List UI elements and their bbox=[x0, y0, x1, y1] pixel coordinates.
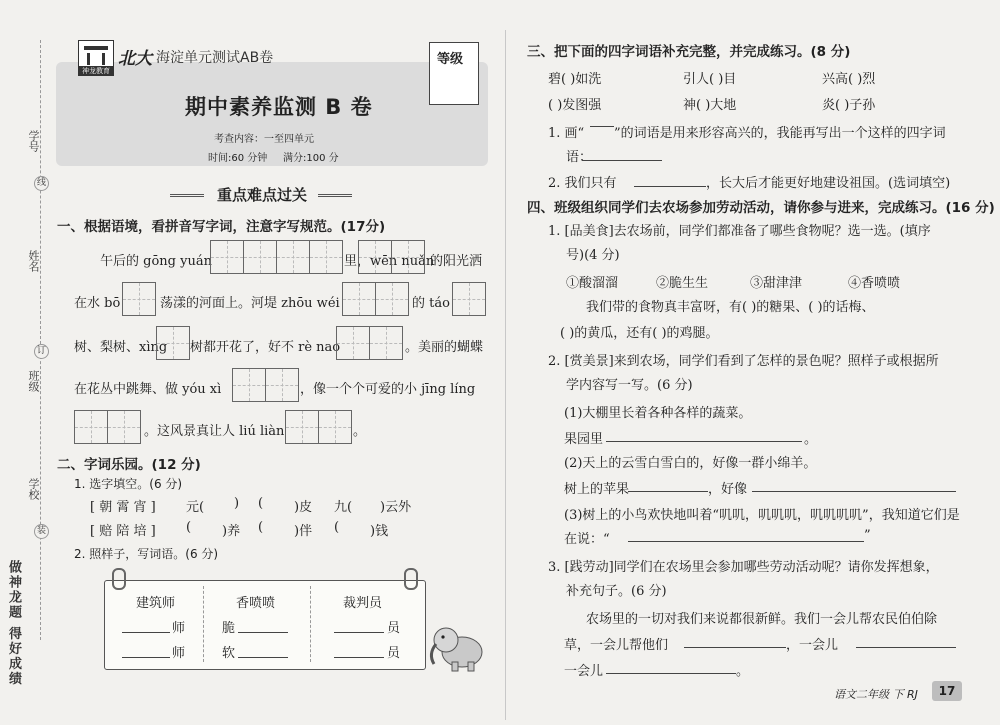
q2-r1-b: ) bbox=[234, 496, 240, 511]
side-label-class: 班级 bbox=[27, 370, 40, 392]
q3-s1-mark bbox=[590, 126, 614, 127]
answer-grid[interactable] bbox=[342, 282, 409, 316]
answer-grid[interactable] bbox=[122, 282, 156, 316]
card-col1-head: 建筑师 bbox=[136, 596, 176, 611]
q2-r1-d: )皮 bbox=[294, 500, 313, 515]
card-col3-w2: 员 bbox=[387, 646, 401, 661]
q4-f2: ( )的黄瓜，还有( )的鸡腿。 bbox=[560, 326, 719, 341]
q2-r2-b: )养 bbox=[222, 524, 241, 539]
exam-time: 时间:60 分钟 bbox=[208, 153, 268, 164]
page-divider bbox=[505, 30, 506, 720]
q4-e2-blank1[interactable] bbox=[628, 491, 708, 492]
brand-sub: 神龙教育 bbox=[78, 66, 114, 76]
q1-l3a: 树、梨树、xìng bbox=[74, 340, 168, 355]
q1-l1a: 午后的 gōng yuán bbox=[100, 254, 212, 269]
card-col2-w1: 脆 bbox=[222, 621, 236, 636]
q4-p3b: 补充句子。(6 分) bbox=[566, 584, 667, 599]
q1-l2c: 的 táo bbox=[412, 296, 450, 311]
cut-mark-3: 装 bbox=[34, 524, 49, 539]
brand-mark: 北大 bbox=[118, 49, 152, 69]
q4-w3b: 。 bbox=[736, 664, 750, 679]
exam-score: 满分:100 分 bbox=[283, 153, 339, 164]
card-ring-left bbox=[112, 568, 126, 590]
q1-l1b: 里，wēn nuǎn bbox=[344, 254, 435, 269]
q3-s2b: ，长大后才能更好地建设祖国。(选词填空) bbox=[706, 176, 951, 191]
q4-f1: 我们带的食物真丰富呀，有( )的糖果、( )的话梅、 bbox=[586, 300, 875, 315]
q2-r2-set: [ 赔 陪 培 ] bbox=[90, 524, 156, 539]
card-divider bbox=[203, 586, 204, 662]
q4-e3-blank[interactable] bbox=[628, 541, 864, 542]
q2-r2-c: ( bbox=[258, 520, 264, 535]
q4-e1: (1)大棚里长着各种各样的蔬菜。 bbox=[564, 406, 752, 421]
page-number: 17 bbox=[932, 681, 962, 701]
card-col3-w1: 员 bbox=[387, 621, 401, 636]
card-col1-w1: 师 bbox=[172, 621, 186, 636]
q2-r2-f: )钱 bbox=[370, 524, 389, 539]
cut-line bbox=[40, 40, 41, 640]
q4-w2: 草，一会儿帮他们 bbox=[564, 638, 669, 653]
q2-heading: 二、字词乐园。(12 分) bbox=[57, 457, 201, 473]
q4-e1c: 。 bbox=[804, 432, 818, 447]
cut-mark-1: 线 bbox=[34, 176, 49, 191]
q1-l5a: 。这风景真让人 liú liàn bbox=[144, 424, 285, 439]
grade-label: 等级 bbox=[437, 52, 464, 67]
grade-field bbox=[429, 70, 479, 105]
q4-p2b: 学内容写一写。(6 分) bbox=[566, 378, 693, 393]
answer-grid[interactable] bbox=[232, 368, 299, 402]
answer-grid[interactable] bbox=[336, 326, 403, 360]
q2-r1-set: [ 朝 霄 宵 ] bbox=[90, 500, 156, 515]
footer-book: 语文二年级 下 RJ bbox=[834, 688, 918, 701]
card-col2-blank1[interactable] bbox=[238, 632, 288, 633]
q4-w1: 农场里的一切对我们来说都很新鲜。我们一会儿帮农民伯伯除 bbox=[586, 612, 938, 627]
q4-p3: 3. [践劳动]同学们在农场里会参加哪些劳动活动呢？请你发挥想象， bbox=[548, 560, 939, 575]
cut-mark-2: 订 bbox=[34, 344, 49, 359]
q3-r1-a: 碧( )如洗 bbox=[548, 72, 602, 87]
q4-w2-blank1[interactable] bbox=[684, 647, 786, 648]
q3-r2-c: 炎( )子孙 bbox=[822, 98, 876, 113]
q3-r1-b: 引人( )目 bbox=[683, 72, 737, 87]
answer-grid[interactable] bbox=[210, 240, 343, 274]
q4-opt2: ②脆生生 bbox=[656, 276, 709, 291]
card-col3-head: 裁判员 bbox=[343, 596, 383, 611]
q4-opt1: ①酸溜溜 bbox=[566, 276, 619, 291]
answer-grid[interactable] bbox=[74, 410, 141, 444]
side-label-name: 姓名 bbox=[27, 250, 40, 272]
page-title: 期中素养监测 B 卷 bbox=[185, 95, 373, 119]
q3-r2-b: 神( )大地 bbox=[683, 98, 737, 113]
q2-r2-e: ( bbox=[334, 520, 340, 535]
q1-l4b: ，像一个个可爱的小 jīng líng bbox=[300, 382, 476, 397]
q3-s1-blank[interactable] bbox=[582, 160, 662, 161]
q4-p2: 2. [赏美景]来到农场，同学们看到了怎样的景色呢？照样子或根据所 bbox=[548, 354, 939, 369]
q4-w3-blank[interactable] bbox=[606, 673, 736, 674]
q3-r2-a: ( )发图强 bbox=[548, 98, 602, 113]
q2-r2-a: ( bbox=[186, 520, 192, 535]
slogan: 做神龙题 得好成绩 bbox=[6, 560, 21, 687]
q1-heading: 一、根据语境，看拼音写字词，注意字写规范。(17分) bbox=[57, 219, 386, 235]
q3-s1c: 语： bbox=[566, 150, 593, 165]
exam-scope: 考查内容：一至四单元 bbox=[214, 134, 314, 145]
card-col1-blank1[interactable] bbox=[122, 632, 170, 633]
banner-rule-left bbox=[170, 194, 204, 197]
card-col2-w2: 软 bbox=[222, 646, 236, 661]
q1-l2a: 在水 bō bbox=[74, 296, 121, 311]
banner-rule-right bbox=[318, 194, 352, 197]
card-col3-blank1[interactable] bbox=[334, 632, 384, 633]
q4-heading: 四、班级组织同学们去农场参加劳动活动，请你参与进来，完成练习。(16 分) bbox=[527, 200, 995, 216]
q4-w2-blank2[interactable] bbox=[856, 647, 956, 648]
card-divider bbox=[310, 586, 311, 662]
q2-r1-c: ( bbox=[258, 496, 264, 511]
series-name: 海淀单元测试AB卷 bbox=[156, 50, 274, 66]
q4-w3: 一会儿 bbox=[564, 664, 604, 679]
answer-grid[interactable] bbox=[156, 326, 190, 360]
side-label-school: 学校 bbox=[27, 478, 40, 500]
card-col2-head: 香喷喷 bbox=[236, 596, 276, 611]
q4-e3: (3)树上的小鸟欢快地叫着“叽叽，叽叽叽，叽叽叽叽”，我知道它们是 bbox=[564, 508, 960, 523]
q4-e3c: ” bbox=[864, 528, 871, 543]
q4-opt3: ③甜津津 bbox=[750, 276, 803, 291]
card-col2-blank2[interactable] bbox=[238, 657, 288, 658]
q4-w2b: ，一会儿 bbox=[786, 638, 839, 653]
q4-opt4: ④香喷喷 bbox=[848, 276, 901, 291]
q2-r1-e: 九( bbox=[334, 500, 353, 515]
q1-l4a: 在花丛中跳舞、做 yóu xì bbox=[74, 382, 222, 397]
q2-s2: 2. 照样子，写词语。(6 分) bbox=[74, 547, 219, 561]
q3-s1a: 1. 画“ bbox=[548, 126, 585, 141]
q4-p1b: 号)(4 分) bbox=[566, 248, 620, 263]
q1-l2b: 荡漾的河面上。河堤 zhōu wéi bbox=[160, 296, 340, 311]
card-ring-right bbox=[404, 568, 418, 590]
q4-p1: 1. [品美食]去农场前，同学们都准备了哪些食物呢？选一选。(填序 bbox=[548, 224, 931, 239]
q3-s2-blank[interactable] bbox=[634, 186, 706, 187]
q3-s2a: 2. 我们只有 bbox=[548, 176, 617, 191]
q2-r1-f: )云外 bbox=[380, 500, 412, 515]
section-banner: 重点难点过关 bbox=[217, 186, 308, 204]
q2-s1: 1. 选字填空。(6 分) bbox=[74, 477, 183, 491]
card-col3-blank2[interactable] bbox=[334, 657, 384, 658]
q4-e2: (2)天上的云雪白雪白的，好像一群小绵羊。 bbox=[564, 456, 817, 471]
q3-s1b: ”的词语是用来形容高兴的，我能再写出一个这样的四字词 bbox=[614, 126, 946, 141]
q4-e2-blank2[interactable] bbox=[752, 491, 956, 492]
answer-grid[interactable] bbox=[358, 240, 425, 274]
card-col1-w2: 师 bbox=[172, 646, 186, 661]
q1-l3b: 树都开花了，好不 rè nao bbox=[190, 340, 341, 355]
q2-r1-a: 元( bbox=[186, 500, 205, 515]
elephant-illustration bbox=[424, 620, 488, 672]
q2-r2-d: )伴 bbox=[294, 524, 313, 539]
q3-r1-c: 兴高( )烈 bbox=[822, 72, 876, 87]
q4-e2c: ，好像 bbox=[708, 482, 748, 497]
q4-e1b: 果园里 bbox=[564, 432, 604, 447]
q4-e1-blank[interactable] bbox=[606, 441, 802, 442]
answer-grid[interactable] bbox=[452, 282, 486, 316]
q4-e2b: 树上的苹果 bbox=[564, 482, 630, 497]
side-label-id: 学号 bbox=[27, 130, 40, 152]
q3-heading: 三、把下面的四字词语补充完整，并完成练习。(8 分) bbox=[527, 44, 851, 60]
answer-grid[interactable] bbox=[285, 410, 352, 444]
q1-l1c: 的阳光洒 bbox=[430, 254, 483, 269]
q4-e3b: 在说：“ bbox=[564, 532, 610, 547]
q1-l3c: 。美丽的蝴蝶 bbox=[405, 340, 484, 355]
card-col1-blank2[interactable] bbox=[122, 657, 170, 658]
q1-l5b: 。 bbox=[353, 424, 367, 439]
